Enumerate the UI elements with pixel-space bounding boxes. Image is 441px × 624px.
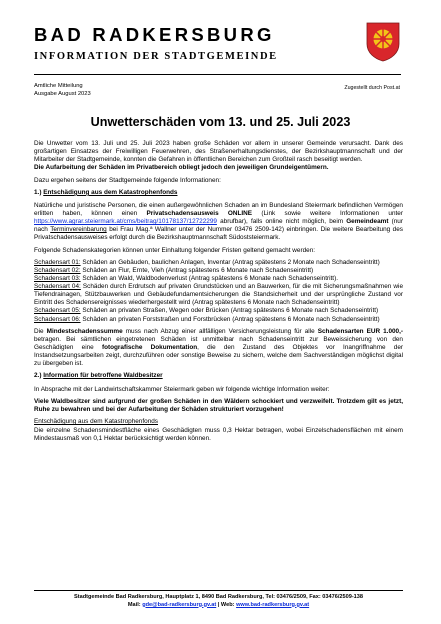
list-item: Schadensart 02: Schäden an Flur, Ernte, Vieh (Antrag spätestens 6 Monate nach Schadenseintritt) [34,266,314,274]
issue-label: Ausgabe August 2023 [34,90,91,97]
section-2-paragraph-a: In Absprache mit der Landwirtschaftskammer Steiermark geben wir folgende wichtige Information weiter: [34,385,330,393]
list-item: Schadensart 03: Schäden an Wald, Waldbodenverlust (Antrag spätestens 6 Monate nach Schadenseintritt). [34,275,338,283]
article-body [34,140,403,448]
masthead-title: BAD RADKERSBURG [34,24,275,45]
section-1-paragraph-a: Natürliche und juristische Personen, die einen außergewöhnlichen Schaden an im Bundesland Steiermark befindlichen Vermögen erlitten haben, können einen Privatschadensausweis ONLINE (Link sowie weitere Informationen unter https://www.agrar.steiermark.at/cms/beitrag/10178137/12722299 abrufbar), falls online nicht möglich, beim Gemeindeamt (nur nach Terminvereinbarung bei Frau Mag.ª Wallner unter der Nummer 03476 2509-142) einbringen. Die weitere Bearbeitung des Privatschadensausweises erfolgt durch die Bezirkshauptmannschaft Südoststeiermark. [34,201,403,242]
section-2-heading: 2.) Information für betroffene Waldbesitzer [34,372,163,380]
notice-label: Amtliche Mitteilung [34,83,83,89]
intro-paragraph: Die Unwetter vom 13. Juli und 25. Juli 2023 haben große Schäden vor allem in unserer Gemeinde verursacht. Dank des großartigen Einsatzes der Freiwilligen Feuerwehren, des Straßenerhaltungsdienstes, der Bezirkshauptmannschaft und der Mitarbeiter der Stadtgemeinde, konnten die Gefahren in öffentlichen Bereichen zum Großteil rasch beseitigt werden. Die Aufarbeitung der Schäden im Privatbereich obliegt jedoch den jeweiligen Grundeigentümern. [34,140,403,172]
notice-meta [34,83,91,98]
list-item: Schadensart 06: Schäden an privaten Forststraßen und Forstbrücken (Antrag spätestens 6 Monate nach Schadenseintritt) [34,315,380,323]
footer-address: Stadtgemeinde Bad Radkersburg, Hauptplatz 1, 8490 Bad Radkersburg, Tel: 03476/2509, Fax: 03476/2509-138 [73,594,364,600]
town-crest-icon [366,22,400,62]
list-item: Schadensart 01: Schäden an Gebäuden, baulichen Anlagen, Inventar (Antrag spätestens 2 Monate nach Schadenseintritt) [34,258,380,266]
page-title: Unwetterschäden vom 13. und 25. Juli 2023 [90,115,351,129]
section-2-emphasis: Viele Waldbesitzer sind aufgrund der großen Schäden in den Wäldern schockiert und verzweifelt. Trotzdem gilt es jetzt, Ruhe zu bewahren und bei der Aufarbeitung der Schäden strukturiert vorzugehen! [34,397,403,413]
header-divider [34,74,401,75]
list-item: Schadensart 05: Schäden an privaten Straßen, Wegen oder Brücken (Antrag spätestens 6 Monate nach Schadenseintritt) [34,307,379,315]
intro-note: Dazu ergehen seitens der Stadtgemeinde folgende Informationen: [34,176,221,184]
agrar-link[interactable]: https://www.agrar.steiermark.at/cms/beitrag/10178137/12722299 [34,218,217,226]
section-2-subheading: Entschädigung aus dem Katastrophenfonds [34,418,158,426]
section-1-heading: 1.) Entschädigung aus dem Katastrophenfonds [34,188,178,196]
list-item: Schadensart 04: Schäden durch Erdrutsch auf privaten Grundstücken und an Bauwerken, für die mit Sicherungsmaßnahmen wie Tiefendrainagen, Stützbauwerken und Gebäudefundamentsicherungen die Standsicherheit und der ursprüngliche Zustand vor Eintritt des Schadensereignisses wiederhergestellt wird (Antrag spätestens 6 Monate nach Schadenseintritt) [34,283,404,307]
footer-contacts: Mail: gde@bad-radkersburg.gv.at | Web: www.bad-radkersburg.gv.at [127,601,310,608]
website-link[interactable]: www.bad-radkersburg.gv.at [236,601,310,608]
footer [34,590,403,609]
category-list [34,259,403,324]
section-2-paragraph-c: Die einzelne Schadensmindestfläche eines Geschädigten muss 0,3 Hektar betragen, wobei Einzelschadensflächen mit einem Mindestausmaß von 0,1 Hektar berücksichtigt werden können. [34,427,403,443]
delivery-note: Zugestellt durch Post.at [344,85,400,91]
section-1-paragraph-c: Die Mindestschadenssumme muss nach Abzug einer allfälligen Versicherungsleistung für alle Schadensarten EUR 1.000,- betragen. Bei sämtlichen eingetretenen Schäden ist unmittelbar nach Schadenseintritt zur Beweissicherung von den Geschädigten eine fotografische Dokumentation, die den Zustand des Objektes vor Inangriffnahme der Instandsetzungsarbeiten zeigt, durchzuführen oder sonstige Beweise zu sichern, welche dem Sachverständigen möglichst digital zu übergeben ist. [34,327,404,368]
masthead-subtitle: INFORMATION DER STADTGEMEINDE [34,51,278,62]
section-1-paragraph-b: Folgende Schadenskategorien können unter Einhaltung folgender Fristen geltend gemacht werden: [34,246,316,254]
email-link[interactable]: gde@bad-radkersburg.gv.at [142,601,217,608]
